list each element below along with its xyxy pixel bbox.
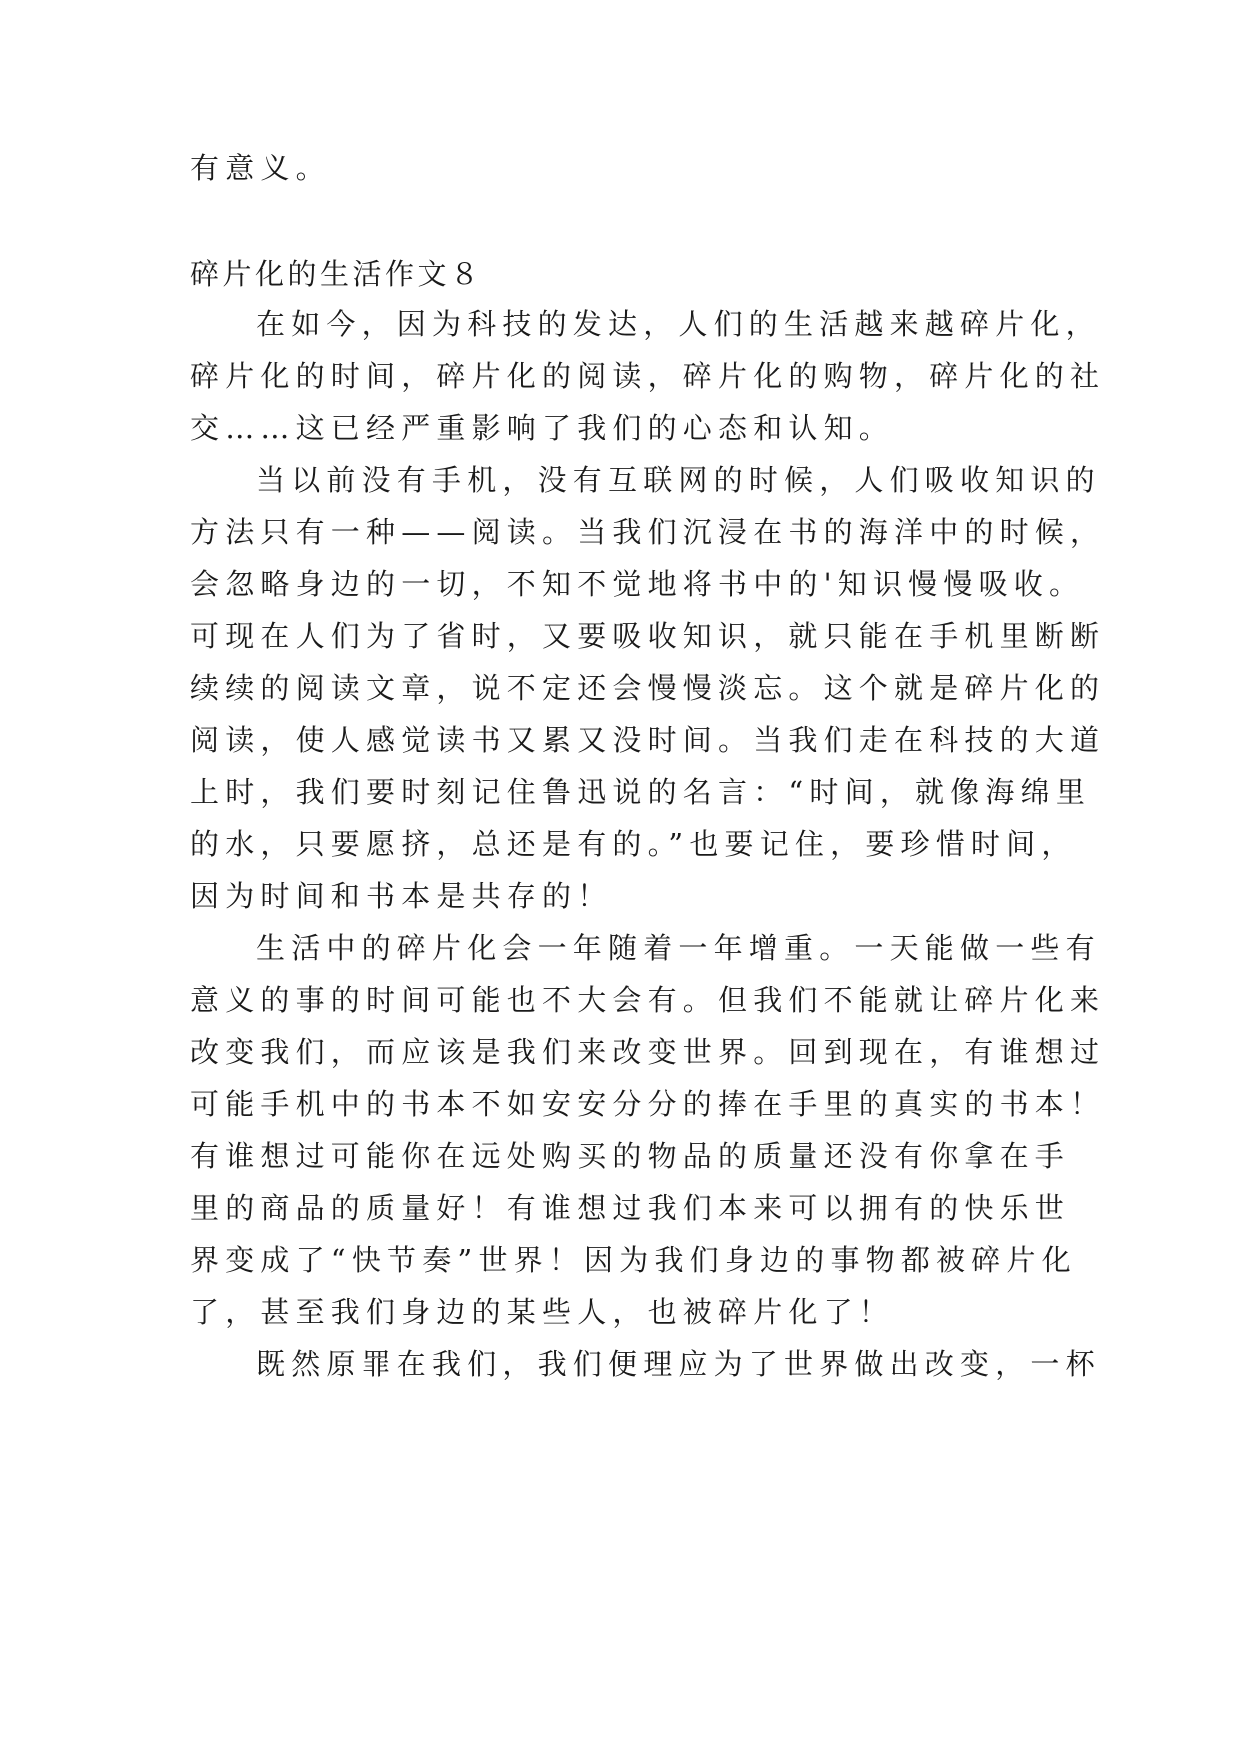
paragraph-line: 可现在人们为了省时，又要吸收知识，就只能在手机里断断 xyxy=(190,619,1106,653)
paragraph-line: 交……这已经严重影响了我们的心态和认知。 xyxy=(190,411,895,445)
paragraph-line: 上时，我们要时刻记住鲁迅说的名言：“时间，就像海绵里 xyxy=(190,775,1092,809)
paragraph-line: 因为时间和书本是共存的！ xyxy=(190,879,613,913)
paragraph-line: 里的商品的质量好！有谁想过我们本来可以拥有的快乐世 xyxy=(190,1191,1071,1225)
paragraph-line: 的水，只要愿挤，总还是有的。”也要记住，要珍惜时间， xyxy=(190,827,1077,861)
paragraph-line: 生活中的碎片化会一年随着一年增重。一天能做一些有 xyxy=(256,931,1101,965)
paragraph-line: 了，甚至我们身边的某些人，也被碎片化了！ xyxy=(190,1295,895,1329)
paragraph-line: 界变成了“快节奏”世界！因为我们身边的事物都被碎片化 xyxy=(190,1243,1077,1277)
paragraph-line: 阅读，使人感觉读书又累又没时间。当我们走在科技的大道 xyxy=(190,723,1106,757)
paragraph-line: 在如今，因为科技的发达，人们的生活越来越碎片化， xyxy=(256,307,1101,341)
paragraph-line: 改变我们，而应该是我们来改变世界。回到现在，有谁想过 xyxy=(190,1035,1106,1069)
paragraph-line: 有谁想过可能你在远处购买的物品的质量还没有你拿在手 xyxy=(190,1139,1071,1173)
paragraph-line: 既然原罪在我们，我们便理应为了世界做出改变，一杯 xyxy=(256,1347,1101,1381)
paragraph-line: 碎片化的时间，碎片化的阅读，碎片化的购物，碎片化的社 xyxy=(190,359,1106,393)
paragraph-line: 意义的事的时间可能也不大会有。但我们不能就让碎片化来 xyxy=(190,983,1106,1017)
paragraph-line: 当以前没有手机，没有互联网的时候，人们吸收知识的 xyxy=(256,463,1101,497)
section-heading: 碎片化的生活作文８ xyxy=(190,257,483,291)
paragraph-line: 方法只有一种——阅读。当我们沉浸在书的海洋中的时候， xyxy=(190,515,1106,549)
paragraph-line: 有意义。 xyxy=(190,151,331,185)
paragraph-line: 可能手机中的书本不如安安分分的捧在手里的真实的书本！ xyxy=(190,1087,1106,1121)
paragraph-line: 会忽略身边的一切，不知不觉地将书中的'知识慢慢吸收。 xyxy=(190,567,1085,601)
paragraph-line: 续续的阅读文章，说不定还会慢慢淡忘。这个就是碎片化的 xyxy=(190,671,1106,705)
